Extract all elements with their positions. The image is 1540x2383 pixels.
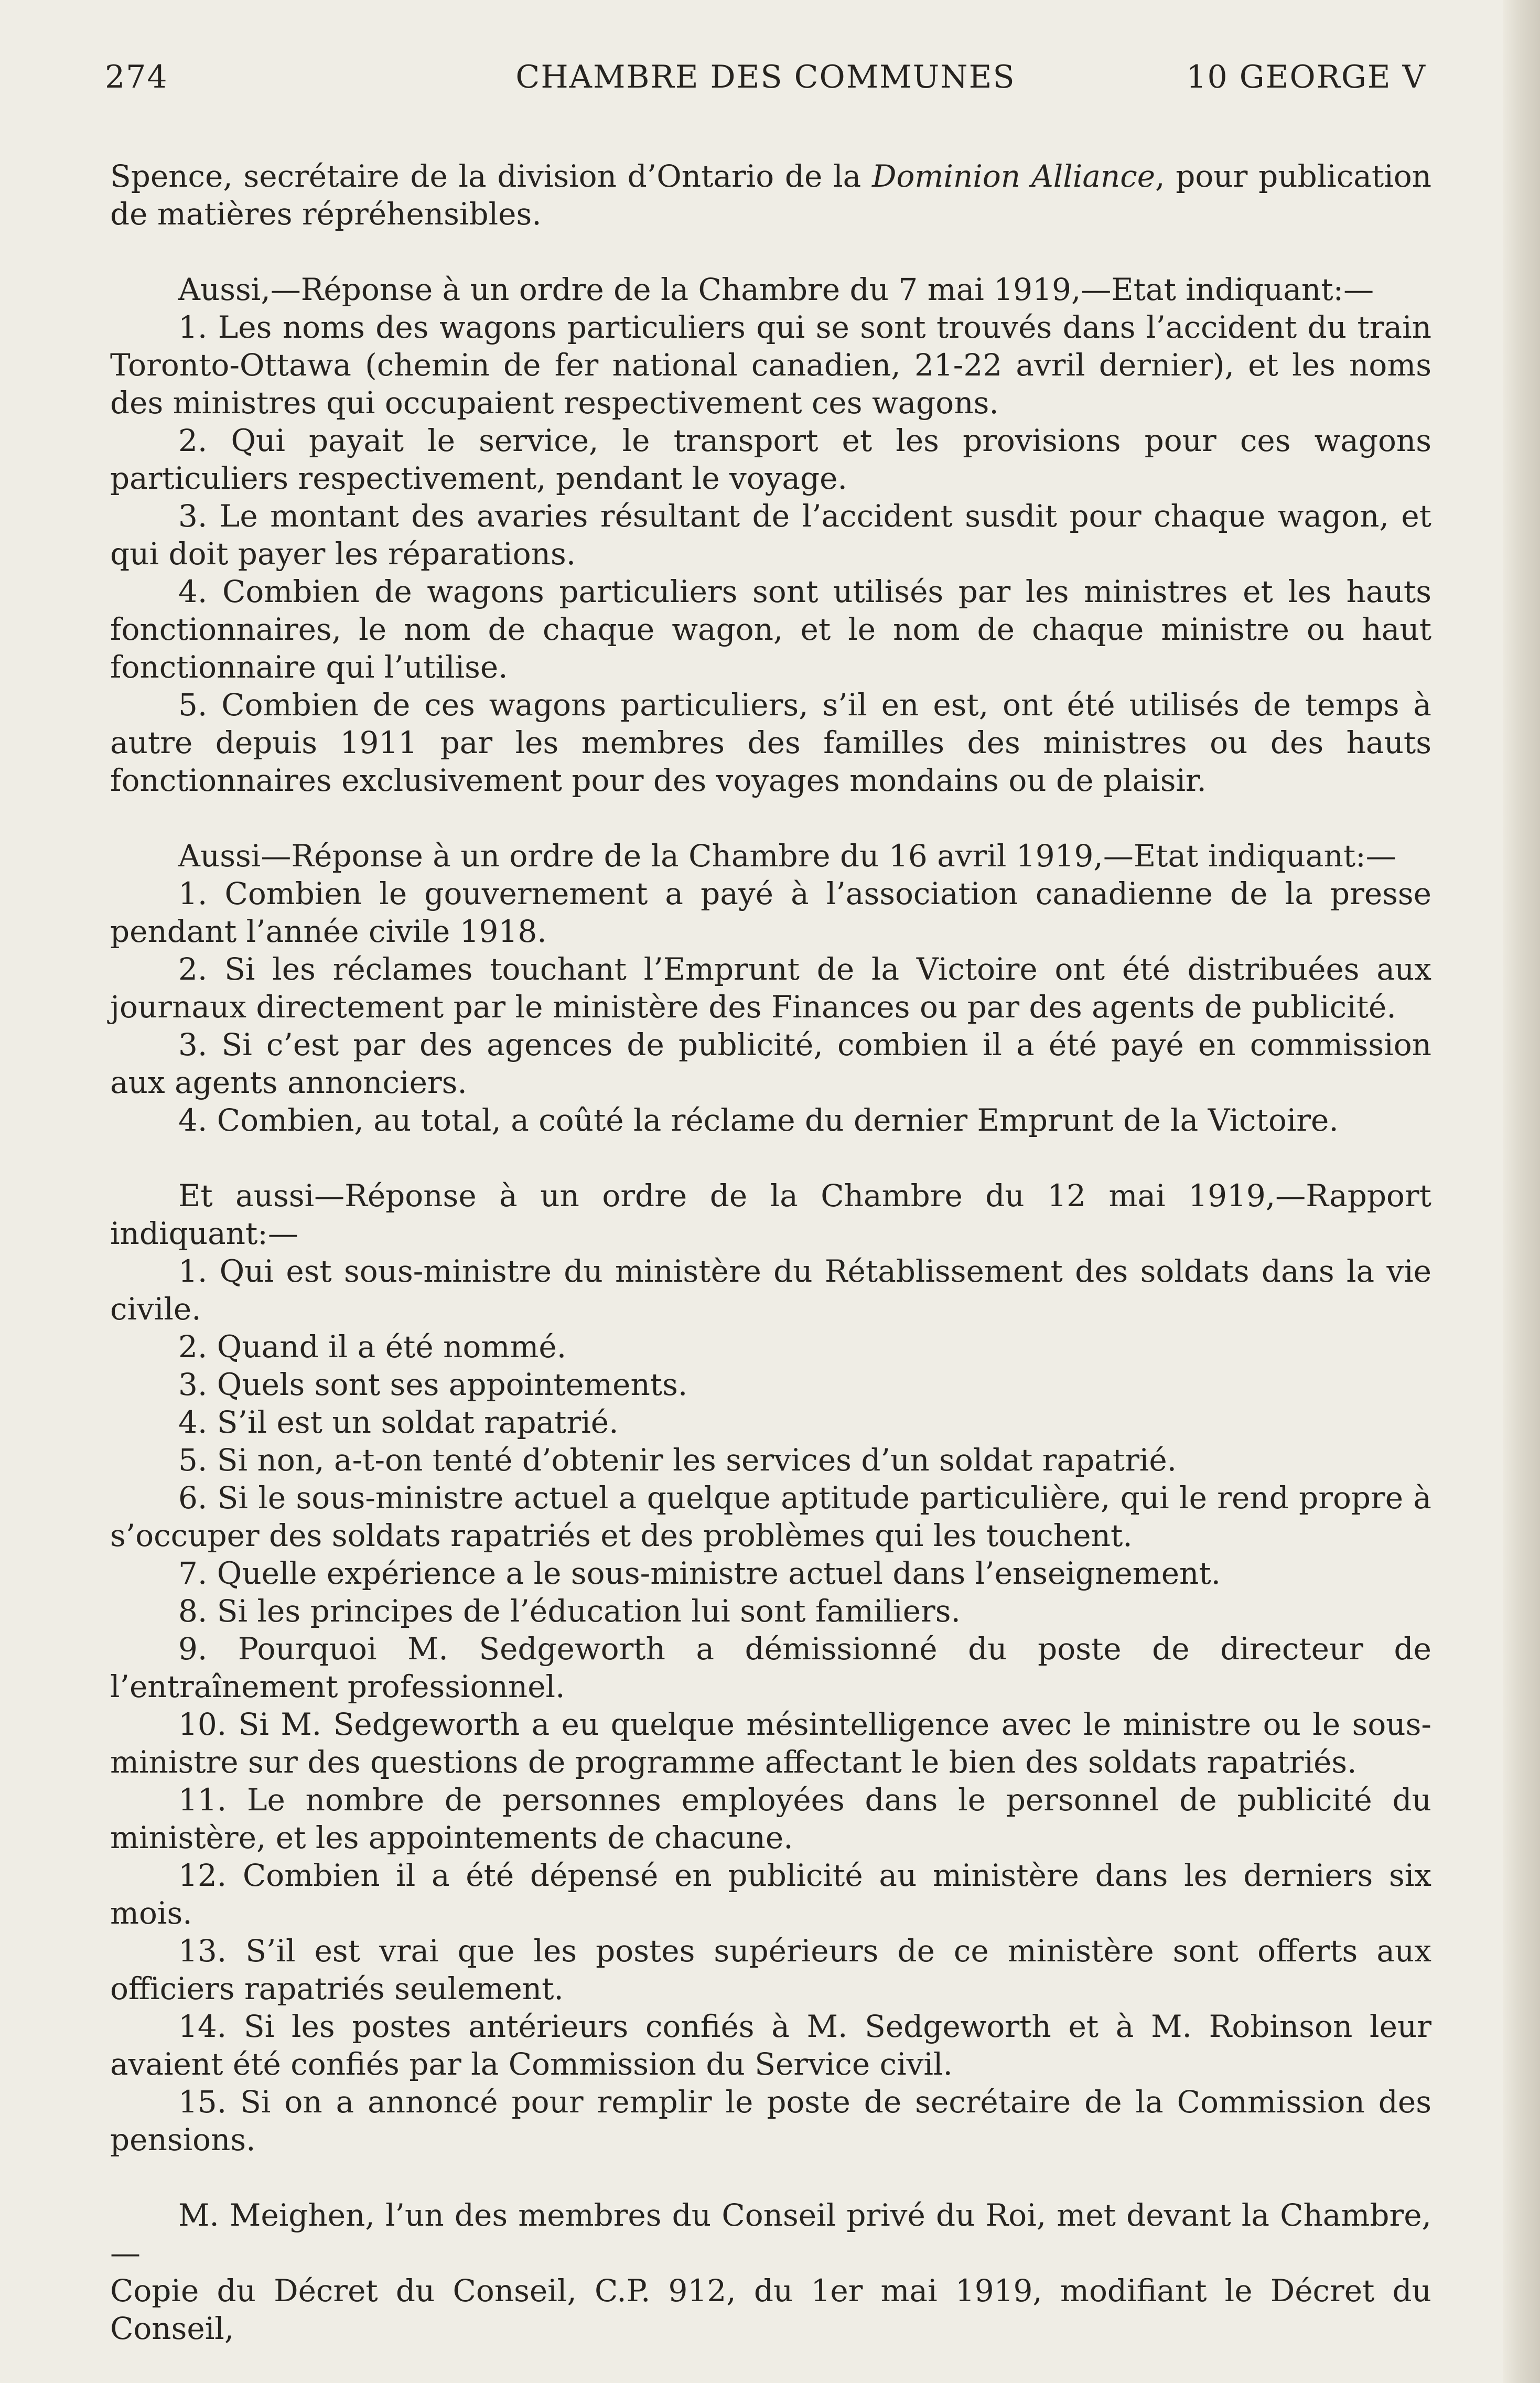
alliance-name: Dominion Alliance <box>871 158 1156 194</box>
section1-item: 1. Les noms des wagons particuliers qui se sont trouvés dans l’accident du train Toronto-Ottawa (chemin de fer national canadien, 21-22 avril dernier), et les noms des ministres qui occupaient respectivement ces wagons. <box>110 309 1431 421</box>
section3-item: 2. Quand il a été nommé. <box>178 1329 567 1365</box>
section3-item: 6. Si le sous-ministre actuel a quelque aptitude particulière, qui le rend propre à s’occuper des soldats rapatriés et des problèmes qui les touchent. <box>110 1480 1431 1553</box>
section3-item: 15. Si on a annoncé pour remplir le poste de secrétaire de la Commission des pensions. <box>110 2084 1431 2157</box>
page-edge-shadow <box>1503 0 1540 2383</box>
section3-item: 5. Si non, a-t-on tenté d’obtenir les services d’un soldat rapatrié. <box>178 1442 1177 1478</box>
section2-item: 3. Si c’est par des agences de publicité, combien il a été payé en commission aux agents annonciers. <box>110 1027 1431 1100</box>
regnal-year: 10 GEORGE V <box>1186 59 1426 95</box>
section1-intro: Aussi,—Réponse à un ordre de la Chambre du 7 mai 1919,—Etat indiquant:— <box>178 272 1374 307</box>
section3-item: 1. Qui est sous-ministre du ministère du Rétablissement des soldats dans la vie civile. <box>110 1253 1431 1327</box>
page-number: 274 <box>105 59 168 95</box>
section2-intro: Aussi—Réponse à un ordre de la Chambre du 16 avril 1919,—Etat indiquant:— <box>178 838 1396 874</box>
section3-item: 10. Si M. Sedgeworth a eu quelque mésintelligence avec le ministre ou le sous-ministre sur des questions de programme affectant le bien des soldats rapatriés. <box>110 1706 1431 1780</box>
section1-item: 4. Combien de wagons particuliers sont utilisés par les ministres et les hauts fonctionnaires, le nom de chaque wagon, et le nom de chaque ministre ou haut fonctionnaire qui l’utilise. <box>110 574 1431 685</box>
section3-item: 11. Le nombre de personnes employées dans le personnel de publicité du ministère, et les appointements de chacune. <box>110 1782 1431 1855</box>
section3-item: 8. Si les principes de l’éducation lui sont familiers. <box>178 1593 961 1629</box>
section3-item: 3. Quels sont ses appointements. <box>178 1367 688 1402</box>
section3-intro: Et aussi—Réponse à un ordre de la Chambre du 12 mai 1919,—Rapport indiquant:— <box>110 1178 1431 1251</box>
running-header <box>105 59 1426 106</box>
section1-item: 5. Combien de ces wagons particuliers, s’il en est, ont été utilisés de temps à autre depuis 1911 par les membres des familles des ministres ou des hauts fonctionnaires exclusivement pour des voyages mondains ou de plaisir. <box>110 687 1431 798</box>
section1-item: 2. Qui payait le service, le transport et les provisions pour ces wagons particuliers respectivement, pendant le voyage. <box>110 423 1431 496</box>
section2-item: 2. Si les réclames touchant l’Emprunt de la Victoire ont été distribuées aux journaux directement par le ministère des Finances ou par des agents de publicité. <box>110 951 1431 1025</box>
section2-item: 4. Combien, au total, a coûté la réclame du dernier Emprunt de la Victoire. <box>178 1102 1339 1138</box>
section3-item: 7. Quelle expérience a le sous-ministre actuel dans l’enseignement. <box>178 1555 1221 1591</box>
section3-item: 4. S’il est un soldat rapatrié. <box>178 1404 619 1440</box>
opening-paragraph: Spence, secrétaire de la division d’Ontario de la Dominion Alliance, pour publication de matières répréhensibles. <box>110 158 1432 232</box>
section3-item: 13. S’il est vrai que les postes supérieurs de ce ministère sont offerts aux officiers rapatriés seulement. <box>110 1933 1431 2006</box>
section3-item: 12. Combien il a été dépensé en publicité au ministère dans les derniers six mois. <box>110 1858 1431 1931</box>
section3-item: 9. Pourquoi M. Sedgeworth a démissionné du poste de directeur de l’entraînement professionnel. <box>110 1631 1431 1704</box>
closing-line: M. Meighen, l’un des membres du Conseil privé du Roi, met devant la Chambre,— <box>110 2197 1431 2271</box>
section1-item: 3. Le montant des avaries résultant de l’accident susdit pour chaque wagon, et qui doit payer les réparations. <box>110 498 1431 572</box>
section3-item: 14. Si les postes antérieurs confiés à M. Sedgeworth et à M. Robinson leur avaient été confiés par la Commission du Service civil. <box>110 2009 1431 2082</box>
page-body <box>110 157 1431 2347</box>
journal-title: CHAMBRE DES COMMUNES <box>515 59 1016 95</box>
closing-line: Copie du Décret du Conseil, C.P. 912, du 1er mai 1919, modifiant le Décret du Conseil, <box>110 2273 1431 2346</box>
section2-item: 1. Combien le gouvernement a payé à l’association canadienne de la presse pendant l’année civile 1918. <box>110 876 1431 949</box>
